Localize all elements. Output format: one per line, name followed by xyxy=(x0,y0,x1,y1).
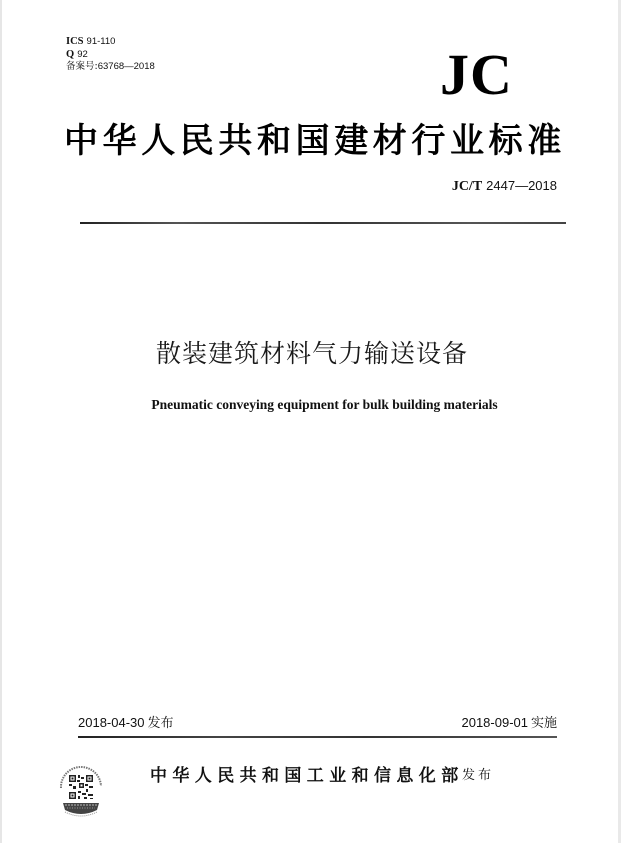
issued-date xyxy=(78,714,174,733)
ics-label: ICS xyxy=(66,36,84,47)
filing-colon: : xyxy=(94,61,98,72)
jc-logo: JC xyxy=(440,42,513,107)
effective-date-label: 实施 xyxy=(530,716,557,731)
filing-label: 备案号 xyxy=(66,61,95,72)
ccs-code xyxy=(66,49,155,62)
filing-value: 63768—2018 xyxy=(97,61,155,72)
publisher-action: 发布 xyxy=(462,768,495,783)
top-divider xyxy=(80,222,566,224)
page-edge-left xyxy=(0,0,2,843)
standard-category-title: 中华人民共和国建材行业标准 xyxy=(64,121,566,161)
standard-number xyxy=(452,178,557,195)
document-title-en: Pneumatic conveying equipment for bulk building materials xyxy=(151,397,498,412)
ccs-label: Q xyxy=(66,48,75,60)
filing-number xyxy=(66,61,155,74)
effective-date-value: 2018-09-01 xyxy=(461,715,528,730)
dates-row xyxy=(78,714,557,733)
bottom-divider xyxy=(78,736,557,738)
publisher-name: 中华人民共和国工业和信息化部 xyxy=(150,766,464,786)
classification-block xyxy=(66,36,155,74)
issued-date-label: 发布 xyxy=(147,716,174,731)
ics-code xyxy=(66,36,155,49)
effective-date xyxy=(461,714,557,733)
standard-number-code: 2447—2018 xyxy=(486,178,557,193)
qr-code-seal-icon xyxy=(55,764,107,822)
ccs-value: 92 xyxy=(77,48,88,60)
document-title-cn: 散装建筑材料气力输送设备 xyxy=(155,339,468,368)
standard-number-prefix: JC/T xyxy=(451,179,483,194)
issued-date-value: 2018-04-30 xyxy=(78,715,145,730)
ics-value: 91-110 xyxy=(86,36,116,47)
